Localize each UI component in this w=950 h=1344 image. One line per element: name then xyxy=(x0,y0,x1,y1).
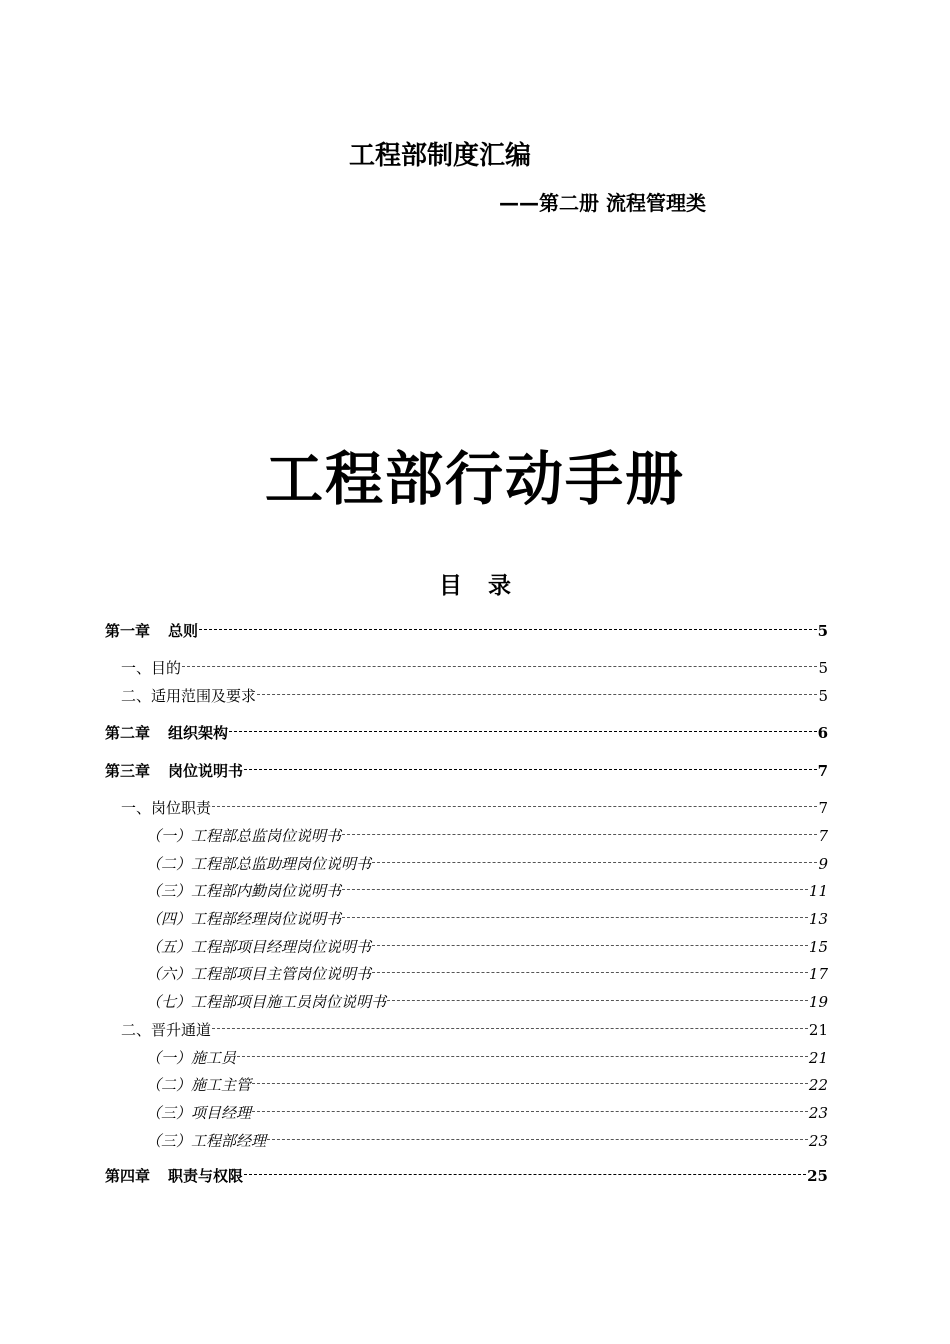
toc-entry[interactable] xyxy=(146,1075,828,1095)
toc-entry[interactable] xyxy=(105,761,828,781)
toc-page-number: 15 xyxy=(808,938,828,956)
toc-entry-title: （四）工程部经理岗位说明书 xyxy=(146,910,342,928)
toc-entry-label xyxy=(146,1131,266,1151)
toc-leader xyxy=(267,1139,808,1140)
toc-entry-label xyxy=(121,1020,211,1040)
toc-entry-label xyxy=(105,723,228,743)
toc-leader xyxy=(182,666,817,667)
toc-entry-title: （六）工程部项目主管岗位说明书 xyxy=(146,965,372,983)
toc-page-number: 5 xyxy=(817,622,828,640)
toc-entry-title: 二、适用范围及要求 xyxy=(121,687,257,705)
toc-page-number: 19 xyxy=(808,993,828,1011)
toc-page-number: 7 xyxy=(818,799,828,817)
toc-entry[interactable] xyxy=(121,658,828,678)
toc-entry[interactable] xyxy=(146,937,828,957)
toc-entry[interactable] xyxy=(146,826,828,846)
toc-entry[interactable] xyxy=(121,686,828,706)
toc-entry-title: 职责与权限 xyxy=(168,1167,244,1185)
toc-leader xyxy=(342,889,808,890)
toc-entry-title: 一、岗位职责 xyxy=(121,799,212,817)
toc-entry-label xyxy=(121,798,211,818)
toc-heading: 目录 xyxy=(439,573,537,599)
toc-leader xyxy=(212,1028,808,1029)
toc-entry[interactable] xyxy=(146,1131,828,1151)
toc-chapter-number: 第四章 xyxy=(105,1167,151,1185)
toc-entry[interactable] xyxy=(121,1020,828,1040)
toc-leader xyxy=(342,834,817,835)
toc-entry-label xyxy=(146,1048,236,1068)
toc-page-number: 22 xyxy=(808,1076,828,1094)
toc-entry-title: （二）施工主管 xyxy=(146,1076,252,1094)
toc-page-number: 21 xyxy=(808,1049,828,1067)
toc-entry-label xyxy=(105,1166,243,1186)
toc-entry-title: （二）工程部总监助理岗位说明书 xyxy=(146,855,372,873)
toc-entry[interactable] xyxy=(146,854,828,874)
toc-leader xyxy=(252,1111,808,1112)
toc-page-number: 5 xyxy=(818,687,828,705)
toc-entry-title: 二、晋升通道 xyxy=(121,1021,212,1039)
toc-entry[interactable] xyxy=(121,798,828,818)
toc-entry-label xyxy=(146,826,341,846)
toc-page-number: 17 xyxy=(808,965,828,983)
toc-page-number: 23 xyxy=(808,1132,828,1150)
toc-entry[interactable] xyxy=(146,909,828,929)
toc-entry[interactable] xyxy=(146,992,828,1012)
main-title: 工程部行动手册 xyxy=(264,445,685,513)
toc-chapter-number: 第二章 xyxy=(105,724,151,742)
toc-leader xyxy=(237,1056,808,1057)
toc-entry-title: （三）项目经理 xyxy=(146,1104,252,1122)
toc-leader xyxy=(252,1083,808,1084)
toc-entry-label xyxy=(146,1075,251,1095)
toc-leader xyxy=(257,694,817,695)
toc-leader xyxy=(387,1000,808,1001)
toc-leader xyxy=(212,806,817,807)
toc-entry-label xyxy=(105,621,198,641)
toc-leader xyxy=(244,769,817,770)
toc-entry-title: 组织架构 xyxy=(168,724,229,742)
toc-page-number: 11 xyxy=(808,882,828,900)
toc-entry-title: 岗位说明书 xyxy=(168,762,244,780)
toc-entry[interactable] xyxy=(146,1048,828,1068)
toc-entry-title: 总则 xyxy=(168,622,199,640)
toc-leader xyxy=(372,862,817,863)
toc-entry-label xyxy=(146,881,341,901)
toc-entry-label xyxy=(146,1103,251,1123)
toc-leader xyxy=(199,629,817,630)
toc-page-number: 7 xyxy=(818,827,828,845)
toc-entry-title: （五）工程部项目经理岗位说明书 xyxy=(146,938,372,956)
toc-entry-label xyxy=(146,909,341,929)
toc-entry-label xyxy=(146,992,386,1012)
toc-entry-label xyxy=(121,658,181,678)
toc-entry[interactable] xyxy=(105,621,828,641)
toc-entry-label xyxy=(146,937,371,957)
toc-entry[interactable] xyxy=(105,1166,828,1186)
toc-entry-title: 一、目的 xyxy=(121,659,182,677)
toc-page-number: 5 xyxy=(818,659,828,677)
toc-entry[interactable] xyxy=(146,1103,828,1123)
toc-entry-title: （三）工程部经理 xyxy=(146,1132,267,1150)
toc-entry-title: （一）工程部总监岗位说明书 xyxy=(146,827,342,845)
toc-entry-label xyxy=(146,964,371,984)
toc-entry[interactable] xyxy=(105,723,828,743)
toc-chapter-number: 第三章 xyxy=(105,762,151,780)
series-subtitle: ——第二册 流程管理类 xyxy=(499,191,706,215)
toc-leader xyxy=(372,972,808,973)
toc-leader xyxy=(229,731,817,732)
toc-entry-title: （七）工程部项目施工员岗位说明书 xyxy=(146,993,387,1011)
toc-entry-title: （一）施工员 xyxy=(146,1049,237,1067)
toc-entry[interactable] xyxy=(146,964,828,984)
toc-page-number: 23 xyxy=(808,1104,828,1122)
series-title: 工程部制度汇编 xyxy=(349,141,532,171)
toc-page-number: 25 xyxy=(807,1167,828,1185)
toc-page-number: 21 xyxy=(808,1021,828,1039)
toc-entry-label xyxy=(105,761,243,781)
toc-entry-title: （三）工程部内勤岗位说明书 xyxy=(146,882,342,900)
toc-page-number: 7 xyxy=(817,762,828,780)
toc-leader xyxy=(342,917,808,918)
toc-leader xyxy=(244,1174,806,1175)
toc-leader xyxy=(372,945,808,946)
toc-page-number: 9 xyxy=(818,855,828,873)
toc-entry[interactable] xyxy=(146,881,828,901)
toc-entry-label xyxy=(146,854,371,874)
toc-page-number: 13 xyxy=(808,910,828,928)
toc-page-number: 6 xyxy=(817,724,828,742)
toc-entry-label xyxy=(121,686,256,706)
toc-chapter-number: 第一章 xyxy=(105,622,151,640)
